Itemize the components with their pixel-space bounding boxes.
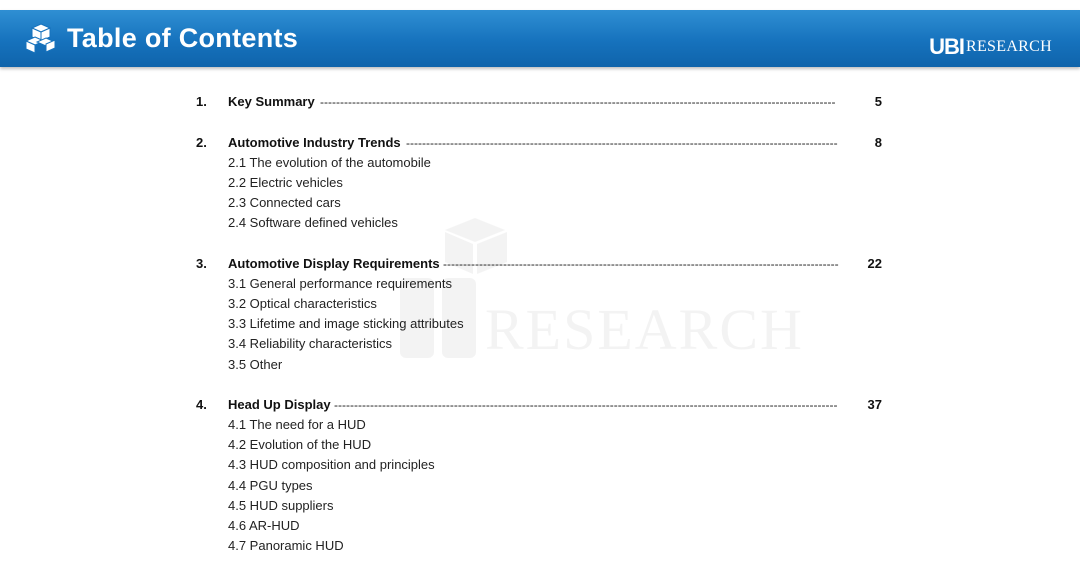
chapter-number: 4. (196, 397, 207, 412)
toc-subsection: 4.2 Evolution of the HUD (228, 437, 372, 452)
toc-subsection: 3.4 Reliability characteristics (228, 336, 393, 351)
chapter-number: 2. (196, 135, 207, 150)
toc-subsection: 4.3 HUD composition and principles (228, 457, 435, 472)
page-number: 37 (867, 397, 882, 412)
watermark-text: RESEARCH (485, 297, 804, 362)
toc-subsection: 2.2 Electric vehicles (228, 175, 343, 190)
brand-word: RESEARCH (966, 38, 1052, 55)
toc-subsection: 4.7 Panoramic HUD (228, 538, 344, 553)
toc-subsection: 2.3 Connected cars (228, 195, 341, 210)
toc-subsection: 4.6 AR-HUD (228, 518, 300, 533)
page-title: Table of Contents (67, 23, 299, 53)
leader-dots: --------------------------------------------------------------------------------------------------- (443, 257, 839, 271)
page-number: 22 (867, 256, 882, 271)
leader-dots: --------------------------------------------------------------------------------------------------------------------------------- (320, 95, 836, 109)
leader-dots: ------------------------------------------------------------------------------------------------------------------------------ (334, 398, 838, 412)
toc-subsection: 4.5 HUD suppliers (228, 498, 334, 513)
toc-subsection: 3.1 General performance requirements (228, 276, 453, 291)
toc-subsection: 4.1 The need for a HUD (228, 417, 366, 432)
toc-subsection: 3.5 Other (228, 357, 283, 372)
brand-mark: UBI (929, 34, 965, 59)
chapter-title: Head Up Display (228, 397, 331, 412)
toc-subsection: 4.4 PGU types (228, 478, 313, 493)
chapter-title: Automotive Display Requirements (228, 256, 440, 271)
page-number: 5 (874, 94, 882, 109)
toc-subsection: 2.4 Software defined vehicles (228, 215, 398, 230)
leader-dots: ------------------------------------------------------------------------------------------------------------ (406, 136, 838, 150)
page-number: 8 (874, 135, 882, 150)
toc-subsection: 2.1 The evolution of the automobile (228, 155, 431, 170)
chapter-title: Automotive Industry Trends (228, 135, 401, 150)
toc-subsection: 3.3 Lifetime and image sticking attributes (228, 316, 464, 331)
chapter-number: 1. (196, 94, 207, 109)
chapter-number: 3. (196, 256, 207, 271)
toc-subsection: 3.2 Optical characteristics (228, 296, 377, 311)
chapter-title: Key Summary (228, 94, 315, 109)
